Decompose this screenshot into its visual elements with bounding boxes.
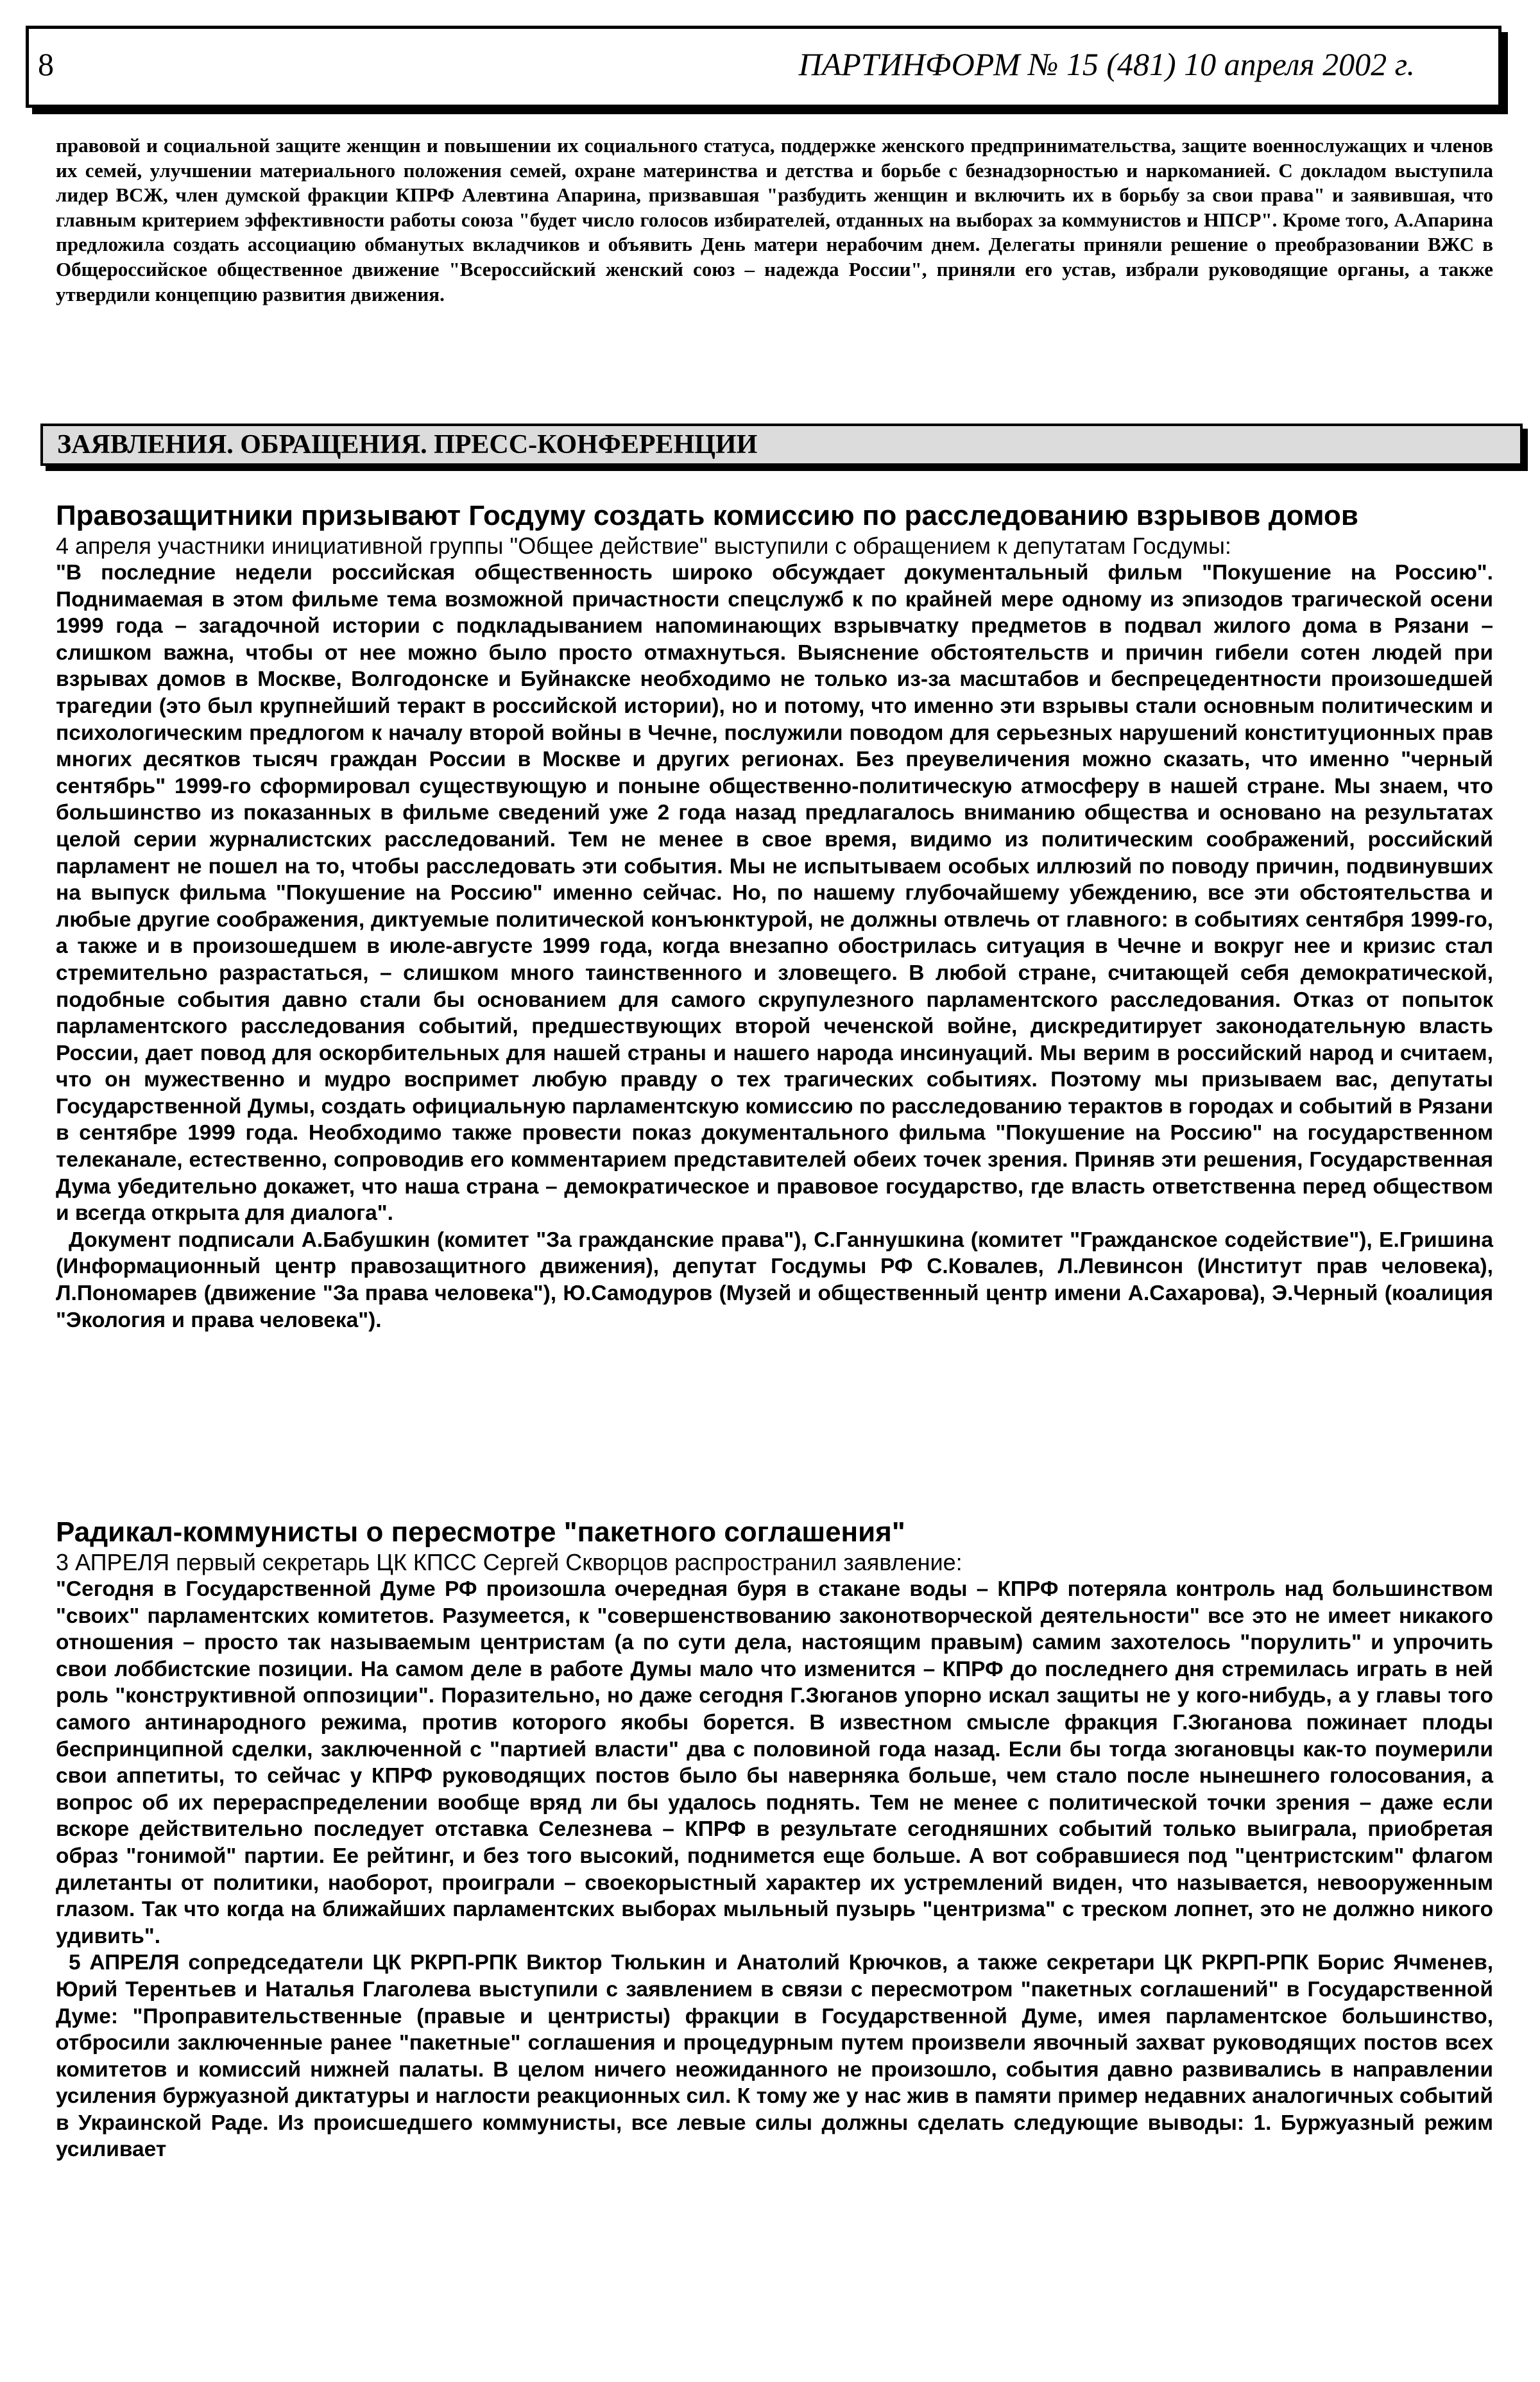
article-paragraph: "Сегодня в Государственной Думе РФ произошла очередная буря в стакане воды – КПРФ потеряла контроль над большинством "своих" парламентских комитетов. Разумеется, к "совершенствованию законотворческой деятельности" все это не имеет никакого отношения – просто так называемым центристам (а по сути дела, настоящим правым) самим захотелось "порулить" и упрочить свои лоббистские позиции. На самом деле в работе Думы мало что изменится – КПРФ до последнего дня стремилась играть в ней роль "конструктивной оппозиции". Поразительно, но даже сегодня Г.Зюганов упорно искал защиты не у кого-нибудь, а у главы того самого антинародного режима, против которого якобы борется. В известном смысле фракция Г.Зюганова пожинает плоды беспринципной сделки, заключенной с "партией власти" два с половиной года назад. Если бы тогда зюгановцы как-то поумерили свои аппетиты, то сейчас у КПРФ руководящих постов было бы наверняка больше, чем стало после нынешнего голосования, а вопрос об их перераспределении вообще вряд ли бы удалось поднять. Тем не менее с политической точки зрения – даже если вскоре действительно последует отставка Селезнева – КПРФ в результате сегодняшних событий только выиграла, приобретая образ "гонимой" партии. Ее рейтинг, и без того высокий, поднимется еще больше. А вот собравшиеся под "центристским" флагом дилетанты от политики, наоборот, проиграли – своекорыстный характер их устремлений виден, что называется, невооруженным глазом. Так что когда на ближайших парламентских выборах мыльный пузырь "центризма" с треском лопнет, это не должно никого удивить". — [56, 1577, 1493, 1948]
article-lead: 4 апреля участники инициативной группы "Общее действие" выступили с обращением к депутатам Госдумы: — [56, 533, 1231, 559]
article-paragraph: Документ подписали А.Бабушкин (комитет "За гражданские права"), С.Ганнушкина (комитет "Гражданское содействие"), Е.Гришина (Информационный центр правозащитного движения), депутат Госдумы РФ С.Ковалев, Л.Левинсон (Институт прав человека), Л.Пономарев (движение "За права человека"), Ю.Самодуров (Музей и общественный центр имени А.Сахарова), Э.Черный (коалиция "Экология и права человека"). — [56, 1228, 1493, 1332]
article-title: Радикал-коммунисты о пересмотре "пакетного соглашения" — [56, 1516, 905, 1548]
section-banner: ЗАЯВЛЕНИЯ. ОБРАЩЕНИЯ. ПРЕСС-КОНФЕРЕНЦИИ — [40, 424, 1523, 466]
article-lead: 3 АПРЕЛЯ первый секретарь ЦК КПСС Сергей Скворцов распространил заявление: — [56, 1549, 963, 1575]
article-radical-communists — [56, 1516, 1493, 2163]
article-title: Правозащитники призывают Госдуму создать комиссию по расследованию взрывов домов — [56, 500, 1358, 531]
page-number: 8 — [38, 46, 54, 82]
page-header — [26, 26, 1502, 108]
article-paragraph: 5 АПРЕЛЯ сопредседатели ЦК РКРП-РПК Виктор Тюлькин и Анатолий Крючков, а также секретари ЦК РКРП-РПК Борис Ячменев, Юрий Терентьев и Наталья Глаголева выступили с заявлением в связи с пересмотром "пакетных соглашений" в Государственной Думе: "Проправительственные (правые и центристы) фракции в Государственной Думе, имея парламентское большинство, отбросили заключенные ранее "пакетные" соглашения и процедурным путем произвели явочный захват руководящих постов всех комитетов и комиссий нижней палаты. В целом ничего неожиданного не произошло, события давно развивались в направлении усиления буржуазной диктатуры и наглости реакционных сил. К тому же у нас жив в памяти пример недавних аналогичных событий в Украинской Раде. Из происшедшего коммунисты, все левые силы должны сделать следующие выводы: 1. Буржуазный режим усиливает — [56, 1951, 1493, 2162]
article-paragraph: "В последние недели российская общественность широко обсуждает документальный фильм "Покушение на Россию". Поднимаемая в этом фильме тема возможной причастности спецслужб к по крайней мере одному из эпизодов трагической осени 1999 года – загадочной истории с подкладыванием напоминающих взрывчатку предметов в подвал жилого дома в Рязани – слишком важна, чтобы от нее можно было просто отмахнуться. Выяснение обстоятельств и причин гибели сотен людей при взрывах домов в Москве, Волгодонске и Буйнакске необходимо не только из-за масштабов и беспрецедентности произошедшей трагедии (это был крупнейший теракт в российской истории), но и потому, что именно эти взрывы стали основным политическим и психологическим предлогом к началу второй войны в Чечне, послужили поводом для серьезных нарушений конституционных прав многих десятков тысяч граждан России в Москве и других регионах. Без преувеличения можно сказать, что именно "черный сентябрь" 1999-го сформировал существующую и поныне общественно-политическую атмосферу в нашей стране. Мы знаем, что большинство из показанных в фильме сведений уже 2 года назад предлагалось вниманию общества и основано на результатах целой серии журналистских расследований. Тем не менее в свое время, видимо из политическим соображений, российский парламент не пошел на то, чтобы расследовать эти события. Мы не испытываем особых иллюзий по поводу причин, подвинувших на выпуск фильма "Покушение на Россию" именно сейчас. Но, по нашему глубочайшему убеждению, все эти обстоятельства и любые другие соображения, диктуемые политической конъюнктурой, не должны отвлечь от главного: в событиях сентября 1999-го, а также и в произошедшем в июле-августе 1999 года, когда внезапно обострилась ситуация в Чечне и вокруг нее и кризис стал стремительно разрастаться, – слишком много таинственного и зловещего. В любой стране, считающей себя демократической, подобные события давно стали бы основанием для самого скрупулезного парламентского расследования. Отказ от попыток парламентского расследования событий, предшествующих второй чеченской войне, дискредитирует законодательную власть России, дает повод для оскорбительных для нашей страны и нашего народа инсинуаций. Мы верим в российский народ и считаем, что он мужественно и мудро воспримет любую правду о тех трагических событиях. Поэтому мы призываем вас, депутаты Государственной Думы, создать официальную парламентскую комиссию по расследованию терактов в городах и событий в Рязани в сентябре 1999 года. Необходимо также провести показ документального фильма "Покушение на Россию" на государственном телеканале, естественно, сопроводив его комментарием представителей обеих точек зрения. Приняв эти решения, Государственная Дума убедительно докажет, что наша страна – демократическое и правовое государство, где власть ответственна перед обществом и всегда открыта для диалога". — [56, 561, 1493, 1226]
intro-paragraph: правовой и социальной защите женщин и повышении их социального статуса, поддержке женского предпринимательства, защите военнослужащих и членов их семей, улучшении материального положения семей, охране материнства и детства и борьбе с безнадзорностью и наркоманией. С докладом выступила лидер ВСЖ, член думской фракции КПРФ Алевтина Апарина, призвавшая "разбудить женщин и включить их в борьбу за свои права" и заявившая, что главным критерием эффективности работы союза "будет число голосов избирателей, отданных на выборах за коммунистов и НПСР". Кроме того, А.Апарина предложила создать ассоциацию обманутых вкладчиков и объявить День матери нерабочим днем. Делегаты приняли решение о преобразовании ВЖС в Общероссийское общественное движение "Всероссийский женский союз – надежда России", приняли его устав, избрали руководящие органы, а также утвердили концепцию развития движения. — [56, 134, 1493, 305]
publication-title: ПАРТИНФОРМ № 15 (481) 10 апреля 2002 г. — [798, 46, 1415, 82]
article-investigation — [56, 499, 1493, 1333]
